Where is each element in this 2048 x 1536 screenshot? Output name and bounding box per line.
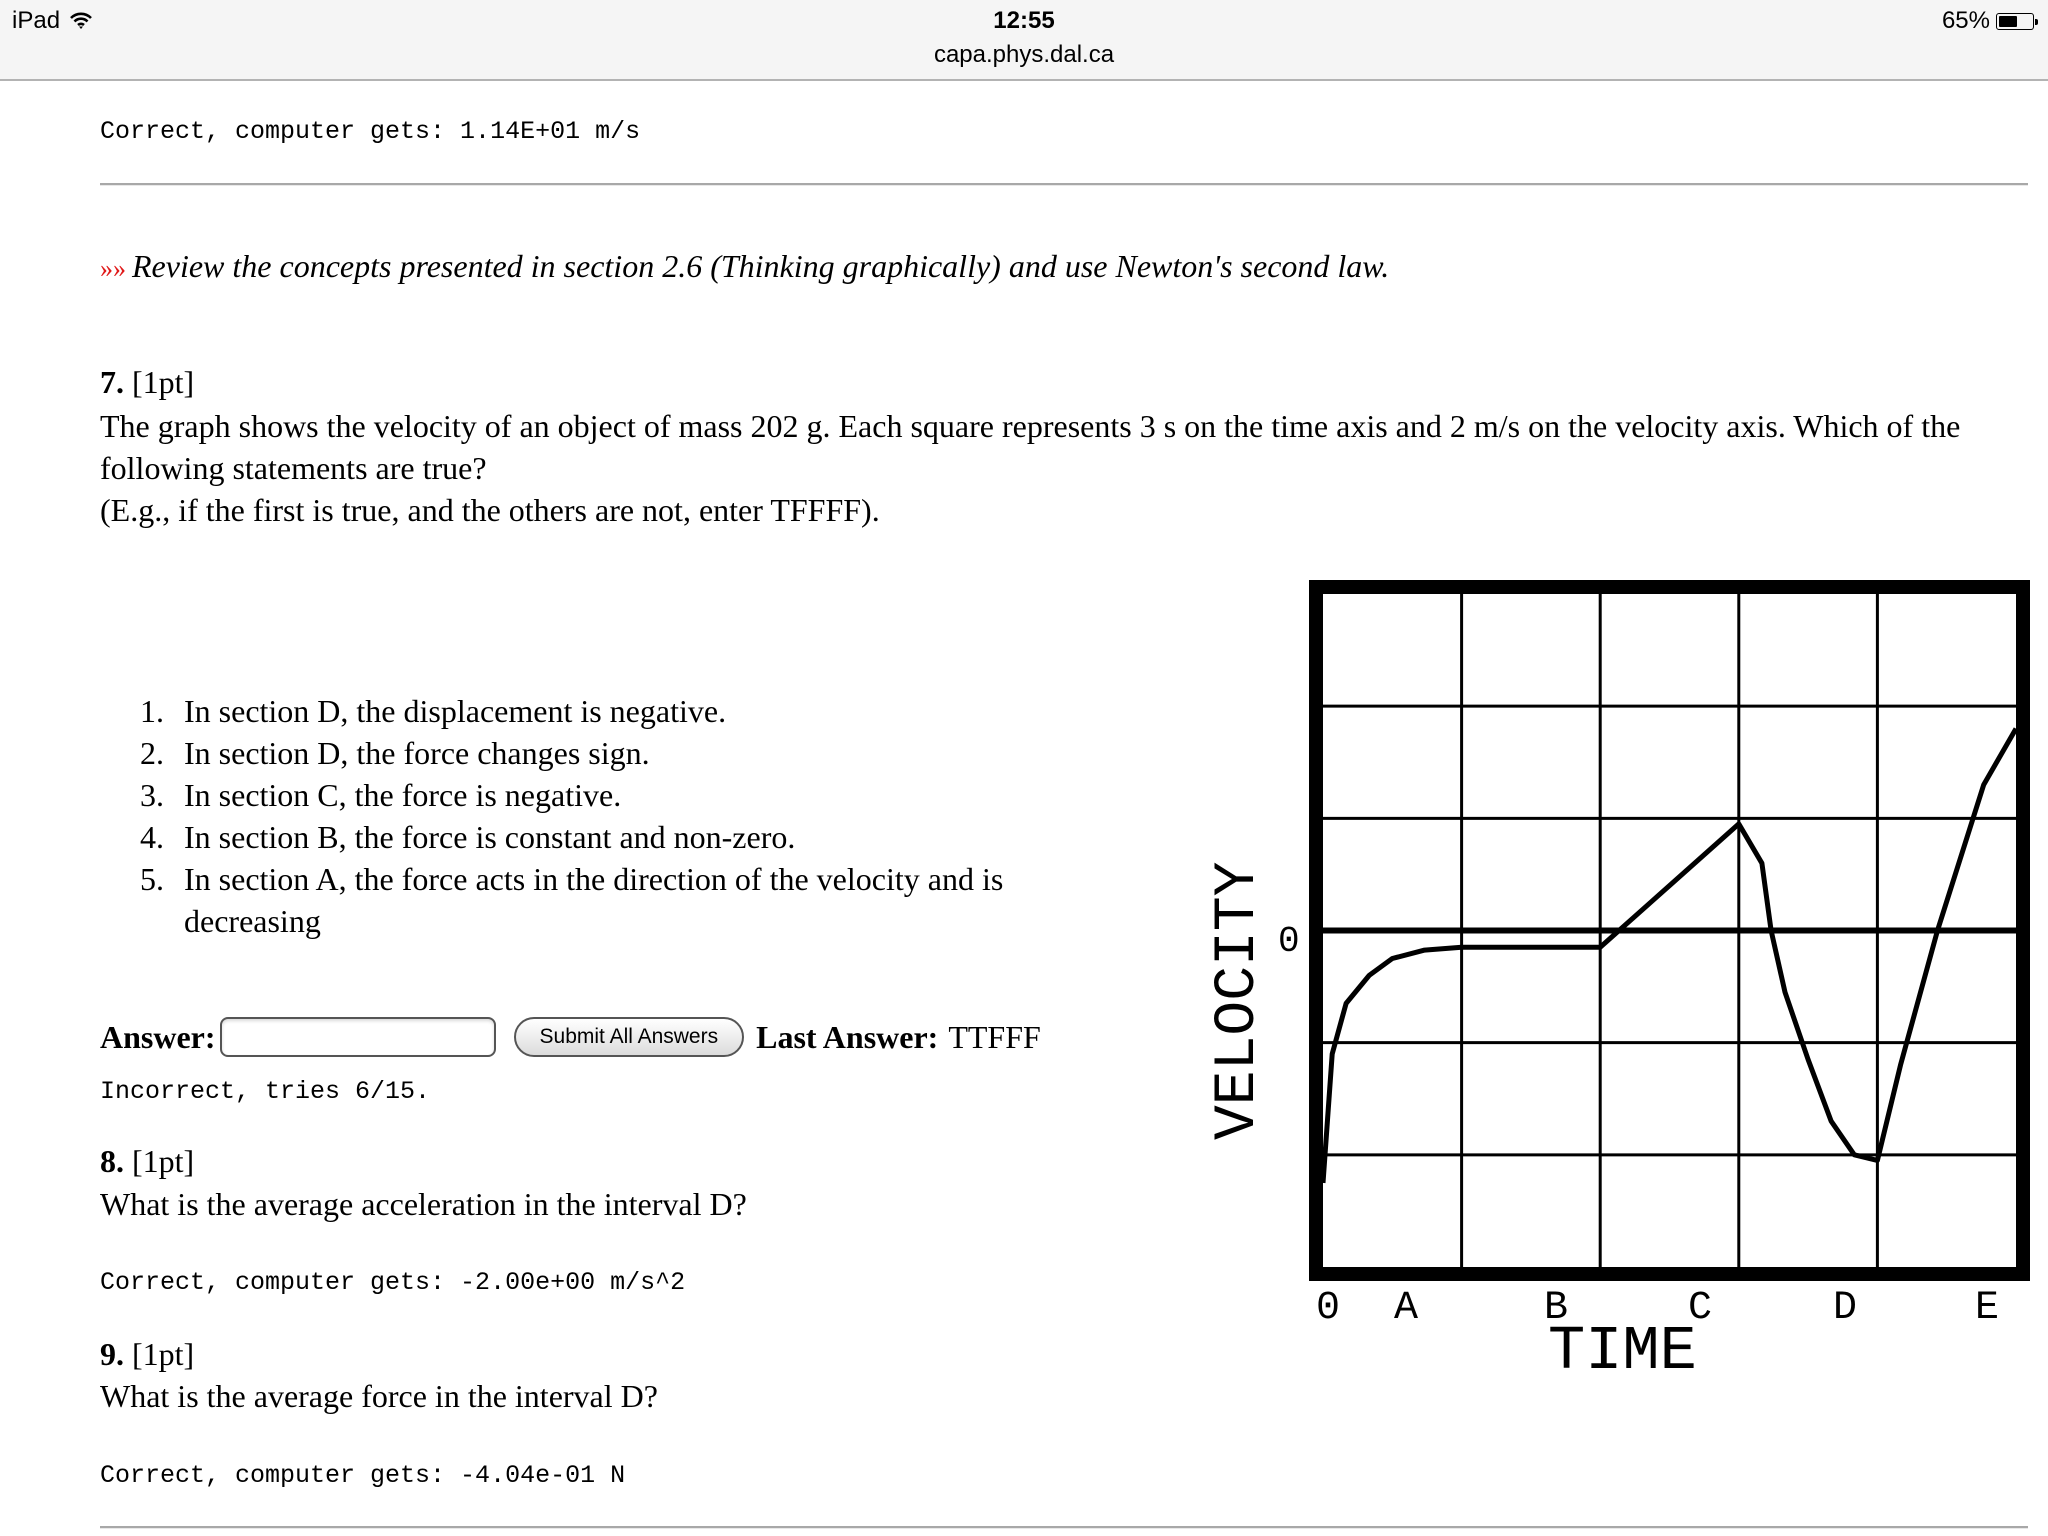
statement-5: 5. In section A, the force acts in the direction of the velocity and is decreasing: [140, 861, 1004, 939]
question-9-result: Correct, computer gets: -4.04e-01 N: [100, 1461, 626, 1490]
statement-1: 1. In section D, the displacement is negative.: [140, 693, 727, 729]
x-axis-label: TIME: [1548, 1316, 1697, 1387]
question-number: 9.: [100, 1336, 124, 1372]
battery-percent: 65%: [1941, 7, 1990, 34]
question-8-text: What is the average acceleration in the interval D?: [100, 1186, 747, 1222]
x-tick-label: 0: [1316, 1286, 1341, 1331]
x-tick-label: B: [1544, 1286, 1569, 1331]
last-answer-label: Last Answer:: [756, 1018, 939, 1055]
statement-3: 3. In section C, the force is negative.: [140, 777, 622, 813]
battery-fill: [1999, 16, 2017, 27]
question-9-text: What is the average force in the interval D?: [100, 1378, 658, 1414]
question-7-text: [100, 405, 2028, 531]
x-tick-label: C: [1688, 1286, 1713, 1331]
y-zero-tick-label: 0: [1278, 921, 1300, 962]
device-name: iPad: [12, 7, 61, 34]
velocity-time-graph: [1180, 570, 2048, 1390]
submit-all-answers-button[interactable]: Submit All Answers: [514, 1017, 745, 1057]
answer-input[interactable]: [220, 1017, 496, 1057]
status-right: [1942, 7, 2034, 35]
y-axis-label: VELOCITY: [1206, 861, 1271, 1140]
question-points: [1pt]: [132, 1336, 195, 1372]
question-points: [1pt]: [132, 364, 195, 400]
question-number: 8.: [100, 1143, 124, 1179]
velocity-curve: [1323, 729, 2016, 1183]
ios-status-bar: [0, 0, 2048, 81]
question-9-header: [100, 1336, 194, 1373]
question-points: [1pt]: [132, 1143, 195, 1179]
answer-row: [100, 1017, 1041, 1057]
question-number: 7.: [100, 364, 124, 400]
x-tick-label: A: [1394, 1286, 1419, 1331]
x-tick-label: E: [1975, 1286, 2000, 1331]
question-7-example: (E.g., if the first is true, and the others are not, enter TFFFF).: [100, 492, 880, 528]
divider: [100, 1526, 2028, 1529]
address-url[interactable]: capa.phys.dal.ca: [933, 41, 1115, 68]
question-7-header: [100, 364, 194, 401]
last-answer-value: TTFFF: [948, 1018, 1041, 1055]
question-7-prompt: The graph shows the velocity of an object of mass 202 g. Each square represents 3 s on the time axis and 2 m/s on the velocity axis. Which of the following statements are true?: [100, 408, 1961, 486]
question-7-result: Incorrect, tries 6/15.: [100, 1077, 431, 1106]
statement-2: 2. In section D, the force changes sign.: [140, 735, 650, 771]
question-8-result: Correct, computer gets: -2.00e+00 m/s^2: [100, 1268, 686, 1297]
statement-list: [140, 690, 1080, 942]
clock: 12:55: [993, 7, 1055, 34]
divider: [100, 183, 2028, 186]
battery-icon: [1996, 13, 2034, 30]
battery-tip: [2035, 19, 2038, 25]
hint-text: Review the concepts presented in section 2.6 (Thinking graphically) and use Newton's second law.: [132, 248, 1390, 284]
statement-4: 4. In section B, the force is constant and non-zero.: [140, 819, 796, 855]
x-tick-label: D: [1833, 1286, 1858, 1331]
previous-result: Correct, computer gets: 1.14E+01 m/s: [100, 117, 641, 146]
hint-arrows-icon: »»: [100, 254, 126, 283]
question-8-header: [100, 1143, 194, 1180]
answer-label: Answer:: [100, 1018, 216, 1055]
graph-grid: [1323, 594, 2016, 1267]
hint: [100, 248, 1389, 285]
